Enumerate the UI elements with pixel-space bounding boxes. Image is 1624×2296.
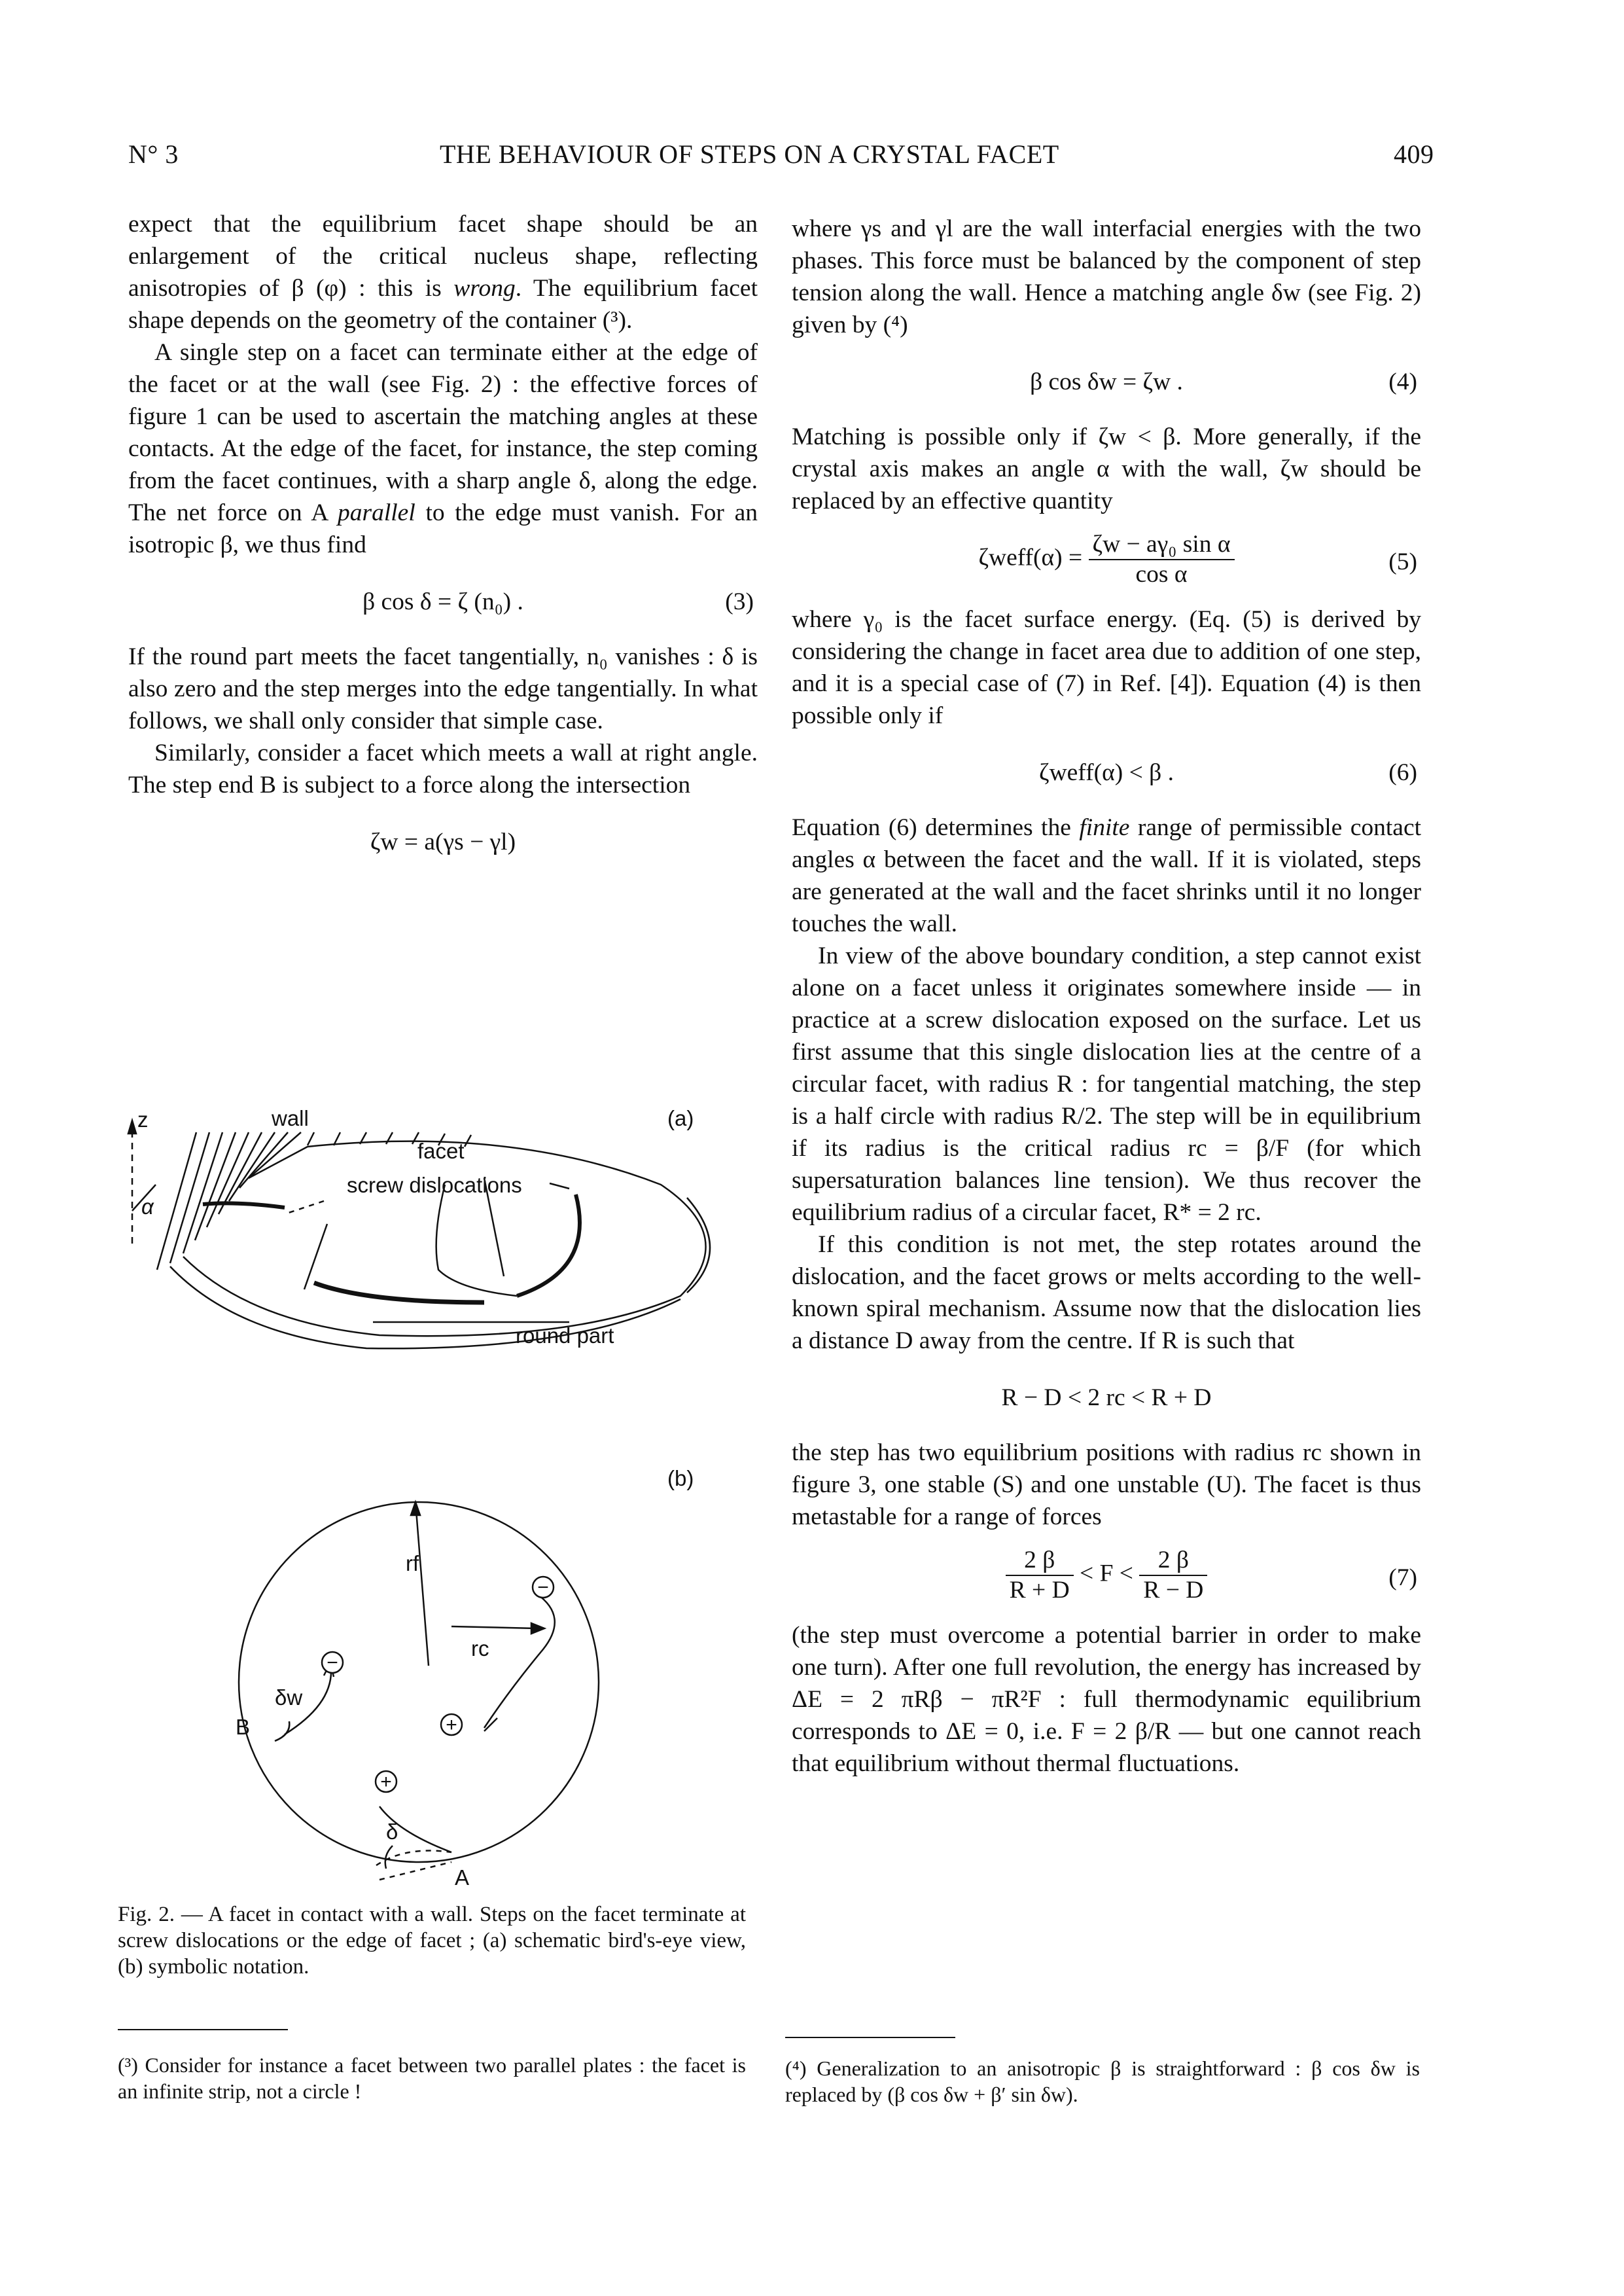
equation-3: β cos δ = ζ (n₀) . (3): [362, 588, 754, 615]
footnote-4: (⁴) Generalization to an anisotropic β is straightforward : β cos δw is replaced by (β cos δw + β′ sin δw).: [785, 2056, 1420, 2106]
running-title: THE BEHAVIOUR OF STEPS ON A CRYSTAL FACET: [440, 139, 1059, 169]
minus-sign: −: [537, 1577, 549, 1598]
paragraph: If this condition is not met, the step rotates around the dislocation, and the facet grows or melts according to the well-known spiral mechanism. Assume now that the dislocation lies a distance D away from the centre. If R is such that: [792, 1231, 1421, 1354]
facet-label: facet: [417, 1139, 465, 1163]
plus-sign: +: [446, 1714, 457, 1736]
footnote-rule: [118, 2029, 288, 2030]
paragraph: the step has two equilibrium positions with radius rc shown in figure 3, one stable (S) and one unstable (U). The facet is thus metastable for a range of forces: [792, 1439, 1421, 1530]
paragraph: where γ₀ is the facet surface energy. (Eq. (5) is derived by considering the change in facet area due to addition of one step, and it is a special case of (7) in Ref. [4]). Equation (4) is then possible only if: [792, 606, 1421, 729]
rf-label: rf: [406, 1551, 419, 1575]
paragraph: Matching is possible only if ζw < β. More generally, if the crystal axis makes an angle α with the wall, ζw should be replaced by an effective quantity: [792, 423, 1421, 514]
minus-sign: −: [327, 1652, 338, 1674]
step-curve: [484, 1594, 555, 1728]
paragraph: If the round part meets the facet tangentially, n₀ vanishes : δ is also zero and the step merges into the edge tangentially. In what follows, we shall only consider that simple case.: [128, 643, 758, 734]
alpha-label: α: [141, 1194, 154, 1219]
rc-label: rc: [471, 1636, 489, 1660]
equation-5: ζweff(α) = $\frac{\text{ζw − aγ₀ sin α}}{\text{cos α}}$ (5): [978, 531, 1417, 588]
delta-label: δ: [386, 1820, 398, 1844]
rf-line: [415, 1502, 429, 1666]
paragraph: Equation (6) determines the finite range of permissible contact angles α between the facet and the wall. If it is violated, steps are generated at the wall and the facet shrinks until it no longer touches the wall.: [792, 814, 1422, 937]
paragraph: A single step on a facet can terminate either at the edge of the facet or at the wall (see Fig. 2) : the effective forces of figure 1 can be used to ascertain the matching angles at these contacts. At the edge of the facet, for instance, the step coming from the facet continues, with a sharp angle δ, along the edge. The net force on A parallel to the edge must vanish. For an isotropic β, we thus find: [128, 339, 758, 558]
paragraph: Similarly, consider a facet which meets a wall at right angle. The step end B is subject to a force along the intersection: [128, 740, 758, 798]
z-label: z: [137, 1107, 149, 1132]
point-b-label: B: [236, 1715, 251, 1739]
paragraph: (the step must overcome a potential barrier in order to make one turn). After one full revolution, the energy has increased by ΔE = 2 πRβ − πR²F : full thermodynamic equilibrium corresponds to ΔE = 0, i.e. F = 2 β/R — but one cannot reach that equilibrium without thermal fluctuations.: [792, 1622, 1421, 1777]
step-line: [436, 1185, 517, 1296]
wall-label: wall: [272, 1106, 309, 1130]
header-journal-number: N° 3: [128, 139, 179, 169]
facet-outline: [183, 1141, 706, 1336]
left-column: [128, 208, 758, 881]
z-arrow-icon: [128, 1121, 136, 1134]
figure-caption: Fig. 2. — A facet in contact with a wall. Steps on the facet terminate at screw dislocations or the edge of facet ; (a) schematic bird's-eye view, (b) symbolic notation.: [118, 1903, 746, 1979]
equation-zeta-w: ζw = a(γs − γl): [370, 829, 516, 855]
rc-line: [451, 1626, 537, 1628]
panel-label-a: (a): [667, 1106, 694, 1130]
footnote-rule: [785, 2037, 955, 2038]
screw-dislocations-label: screw dislocations: [347, 1173, 522, 1197]
step-line: [314, 1283, 484, 1302]
plus-sign: +: [380, 1771, 392, 1793]
footnote-3: (³) Consider for instance a facet between two parallel plates : the facet is an infinite strip, not a circle !: [118, 2053, 746, 2103]
panel-label-b: (b): [667, 1466, 694, 1490]
equation-4: β cos δw = ζw . (4): [1030, 368, 1417, 395]
point-a-label: A: [455, 1865, 470, 1890]
paragraph: expect that the equilibrium facet shape should be an enlargement of the critical nucleus shape, reflecting anisotropies of β (φ) : this is wrong. The equilibrium facet shape depends on the geometry of the container (³).: [128, 211, 758, 334]
step-line: [517, 1194, 580, 1296]
paragraph: where γs and γl are the wall interfacial energies with the two phases. This force must be balanced by the component of step tension along the wall. Hence a matching angle δw (see Fig. 2) given by (⁴): [792, 215, 1421, 338]
delta-w-label: δw: [275, 1685, 303, 1710]
equation-6: ζweff(α) < β . (6): [1039, 759, 1417, 786]
right-column: [792, 213, 1421, 1780]
page-number: 409: [1394, 139, 1434, 169]
pointer-line: [304, 1224, 327, 1289]
round-part-label: round part: [516, 1323, 614, 1348]
paragraph: In view of the above boundary condition, a step cannot exist alone on a facet unless it originates somewhere inside — in practice at a screw dislocation exposed on the surface. Let us first assume that this single dislocation lies at the centre of a circular facet, with radius R : for tangential matching, the step is a half circle with radius R/2. The step will be in equilibrium if its radius is the critical radius rc = β/F (for which supersaturation balances line tension). We thus recover the equilibrium radius of a circular facet, R* = 2 rc.: [792, 942, 1421, 1226]
figure-2: [118, 1073, 746, 1905]
equation-range: R − D < 2 rc < R + D: [1001, 1384, 1212, 1411]
equation-7: $\frac{2 \beta}{R + D}$ < F < $\frac{2 \beta}{R - D}$ (7): [792, 1537, 1421, 1615]
